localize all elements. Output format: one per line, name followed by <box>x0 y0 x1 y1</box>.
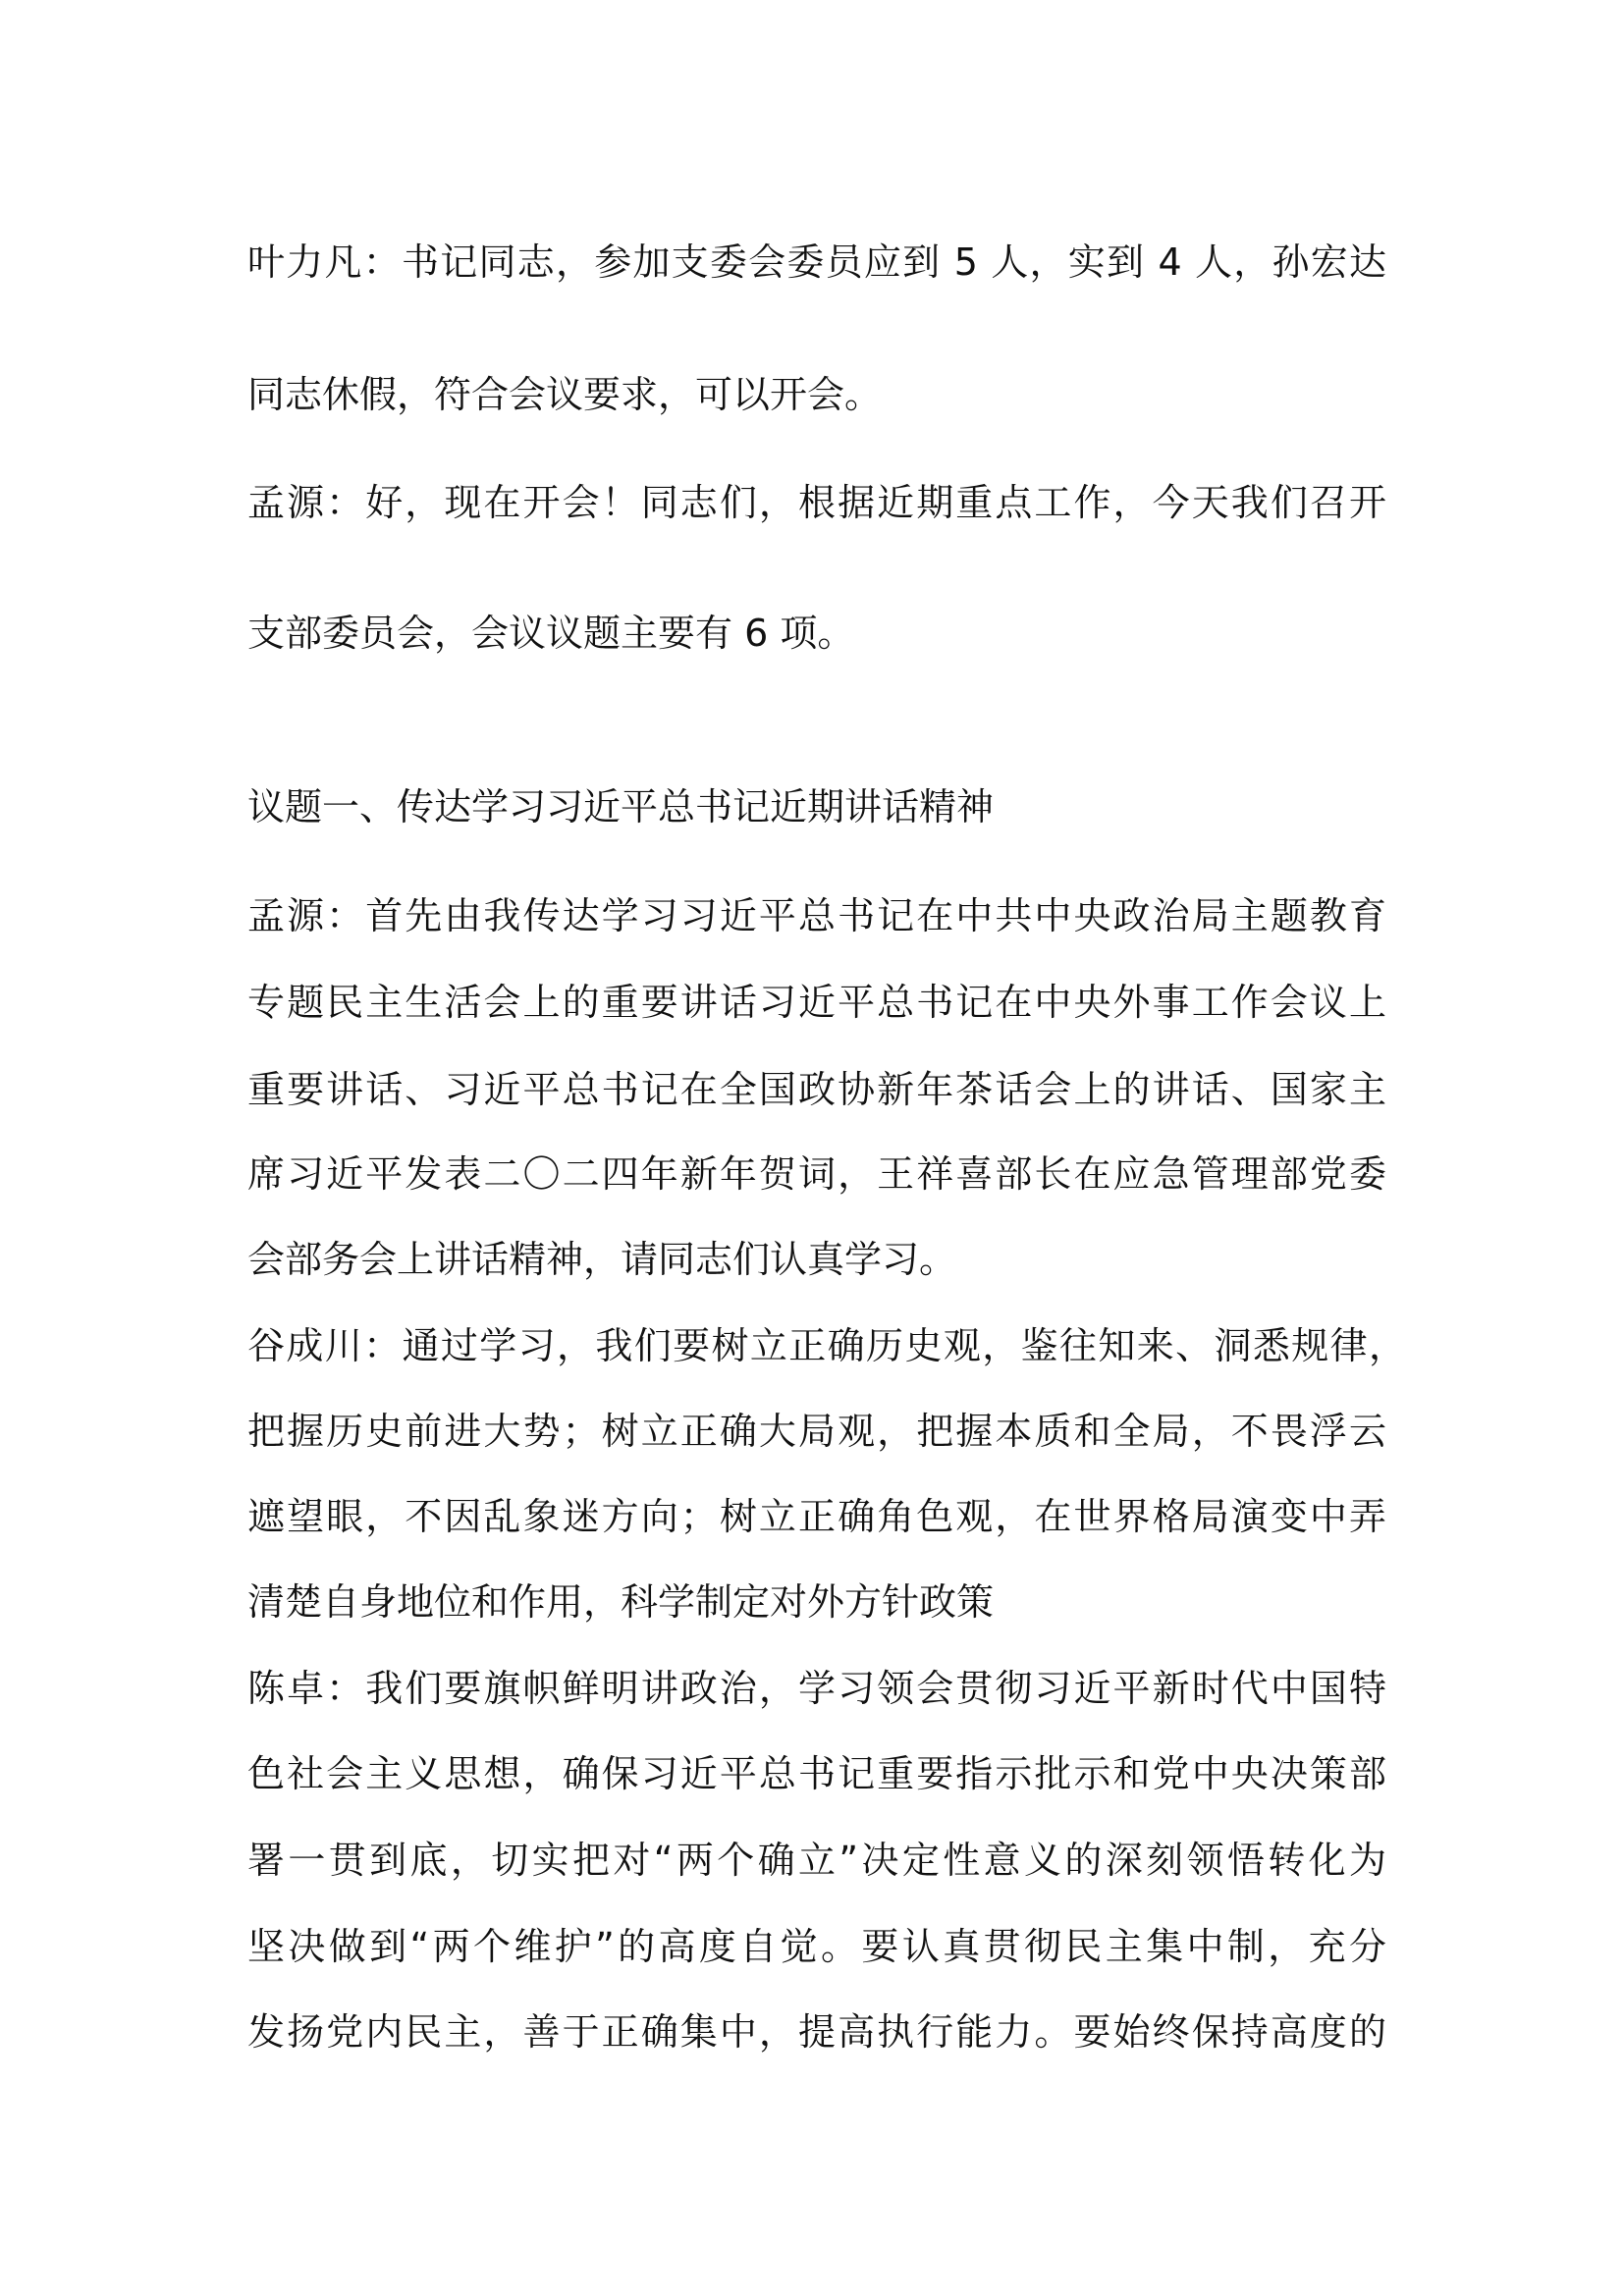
paragraph-line: 叶力凡：书记同志，参加支委会委员应到 5 人，实到 4 人，孙宏达 <box>247 240 1386 284</box>
paragraph-line: 会部务会上讲话精神，请同志们认真学习。 <box>247 1238 957 1281</box>
paragraph-line: 专题民主生活会上的重要讲话习近平总书记在中央外事工作会议上 <box>247 981 1386 1024</box>
paragraph-line: 同志休假，符合会议要求，可以开会。 <box>247 373 883 416</box>
paragraph-line: 发扬党内民主，善于正确集中，提高执行能力。要始终保持高度的 <box>247 2010 1386 2054</box>
paragraph-line: 署一贯到底，切实把对“两个确立”决定性意义的深刻领悟转化为 <box>247 1839 1386 1882</box>
paragraph-line: 支部委员会，会议议题主要有 6 项。 <box>247 612 855 655</box>
paragraph-line: 遮望眼，不因乱象迷方向；树立正确角色观，在世界格局演变中弄 <box>247 1495 1386 1538</box>
paragraph-line: 席习近平发表二〇二四年新年贺词，王祥喜部长在应急管理部党委 <box>247 1152 1386 1196</box>
paragraph-line: 孟源：好，现在开会！同志们，根据近期重点工作，今天我们召开 <box>247 481 1386 524</box>
paragraph-line: 坚决做到“两个维护”的高度自觉。要认真贯彻民主集中制，充分 <box>247 1925 1386 1968</box>
paragraph-line: 孟源：首先由我传达学习习近平总书记在中共中央政治局主题教育 <box>247 894 1386 937</box>
paragraph-line: 把握历史前进大势；树立正确大局观，把握本质和全局，不畏浮云 <box>247 1410 1386 1453</box>
section-heading: 议题一、传达学习习近平总书记近期讲话精神 <box>247 785 995 828</box>
paragraph-line: 色社会主义思想，确保习近平总书记重要指示批示和党中央决策部 <box>247 1752 1386 1795</box>
paragraph-line: 谷成川：通过学习，我们要树立正确历史观，鉴往知来、洞悉规律， <box>247 1324 1406 1367</box>
paragraph-line: 清楚自身地位和作用，科学制定对外方针政策 <box>247 1580 995 1624</box>
paragraph-line: 陈卓：我们要旗帜鲜明讲政治，学习领会贯彻习近平新时代中国特 <box>247 1667 1386 1710</box>
paragraph-line: 重要讲话、习近平总书记在全国政协新年茶话会上的讲话、国家主 <box>247 1068 1386 1111</box>
